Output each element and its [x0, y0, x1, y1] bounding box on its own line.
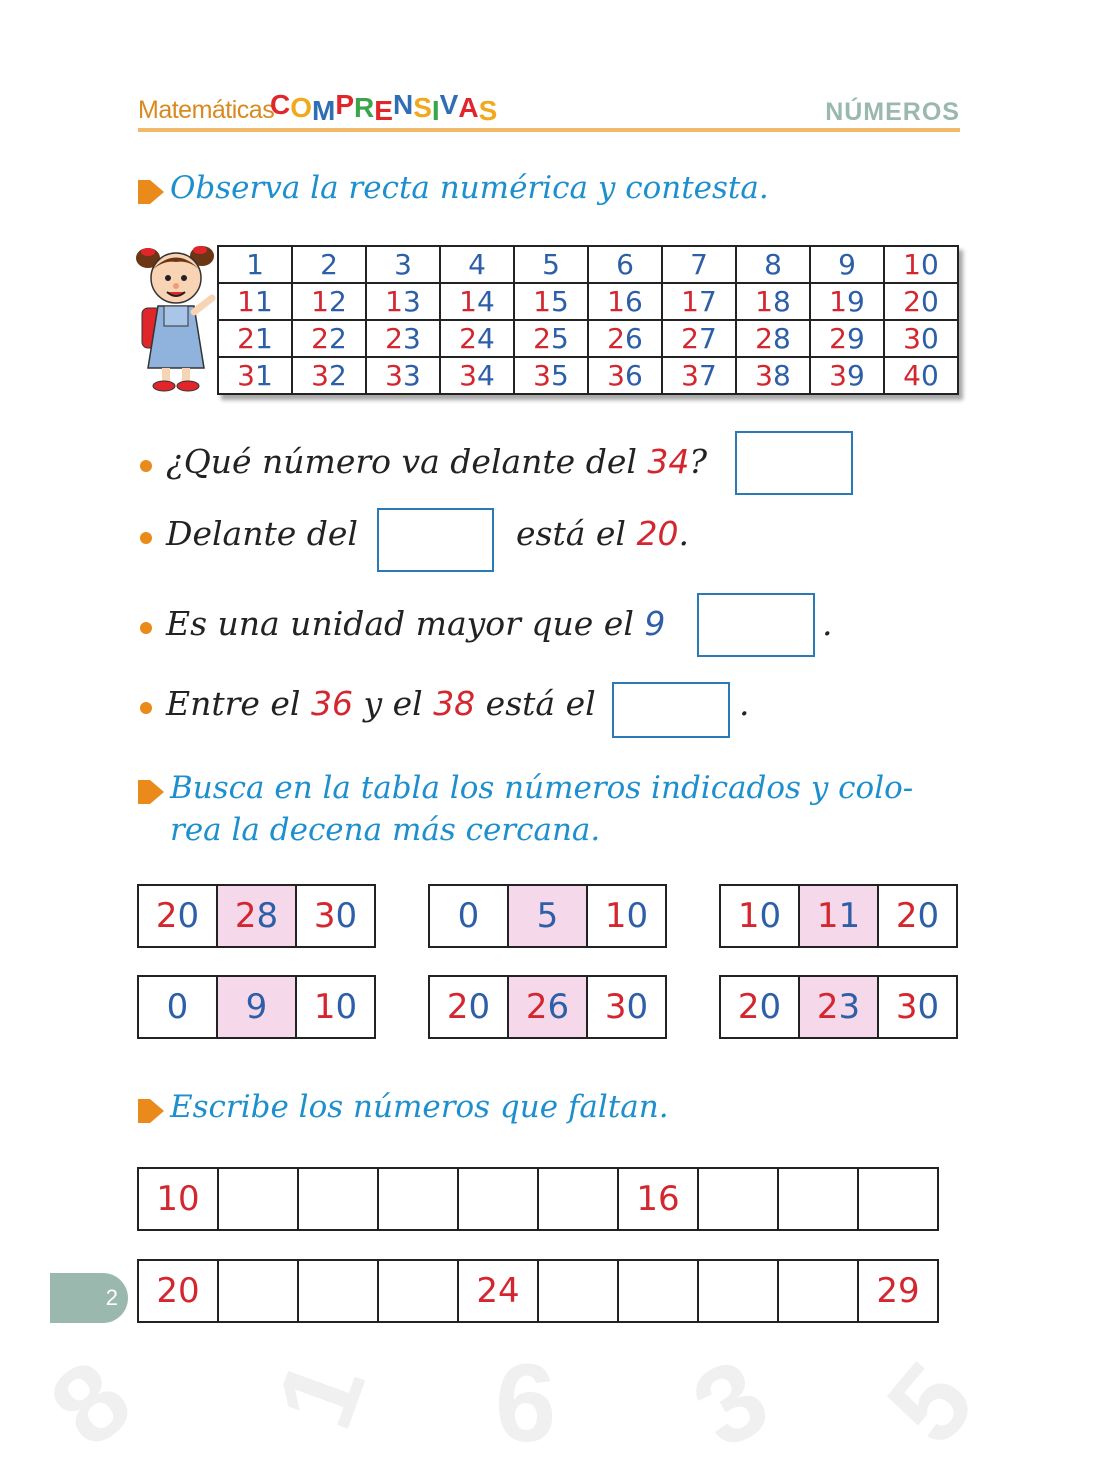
decorative-digit-3: 3 [673, 1334, 788, 1473]
brand-letter: R [354, 92, 375, 123]
grid-cell: 15 [514, 283, 588, 320]
decena-cell[interactable]: 30 [296, 885, 375, 947]
decena-row [429, 976, 666, 1038]
grid-cell: 38 [736, 357, 810, 394]
brand-letter: O [290, 92, 313, 123]
blank-number-cell[interactable] [698, 1260, 778, 1322]
grid-cell: 37 [662, 357, 736, 394]
grid-cell: 18 [736, 283, 810, 320]
blank-number-cell[interactable] [778, 1260, 858, 1322]
grid-cell: 12 [292, 283, 366, 320]
decorative-digit-8: 8 [27, 1336, 154, 1471]
given-number-cell: 24 [458, 1260, 538, 1322]
brand-logo [270, 89, 498, 126]
brand-letter: N [392, 89, 414, 120]
decorative-digit-5: 5 [863, 1340, 998, 1467]
decena-cell[interactable]: 30 [878, 976, 957, 1038]
target-number-cell: 26 [508, 976, 587, 1038]
grid-cell: 2 [292, 246, 366, 283]
grid-cell: 10 [884, 246, 958, 283]
grid-cell: 32 [292, 357, 366, 394]
given-number-cell: 16 [618, 1168, 698, 1230]
grid-cell: 7 [662, 246, 736, 283]
grid-cell: 36 [588, 357, 662, 394]
bullet-icon [140, 532, 152, 544]
page-number: 2 [50, 1273, 128, 1323]
grid-cell: 17 [662, 283, 736, 320]
grid-cell: 5 [514, 246, 588, 283]
brand-letter: M [312, 95, 336, 126]
grid-cell: 35 [514, 357, 588, 394]
instruction-3: Escribe los números que faltan. [170, 1089, 669, 1125]
grid-cell: 39 [810, 357, 884, 394]
grid-cell: 25 [514, 320, 588, 357]
grid-cell: 21 [218, 320, 292, 357]
brand-letter: E [374, 95, 393, 126]
brand-letter: S [413, 92, 432, 123]
target-number-cell: 5 [508, 885, 587, 947]
grid-cell: 24 [440, 320, 514, 357]
grid-cell: 20 [884, 283, 958, 320]
blank-number-cell[interactable] [298, 1260, 378, 1322]
grid-cell: 6 [588, 246, 662, 283]
instruction-2-line1: Busca en la tabla los números indicados y colo- [170, 770, 914, 806]
instruction-marker-icon [138, 180, 150, 204]
instruction-arrow-icon [150, 780, 164, 804]
grid-cell: 14 [440, 283, 514, 320]
grid-cell: 29 [810, 320, 884, 357]
grid-cell: 27 [662, 320, 736, 357]
decena-row [720, 885, 957, 947]
blank-number-cell[interactable] [298, 1168, 378, 1230]
decena-table-4 [137, 975, 376, 1039]
grid-row [218, 246, 958, 283]
blank-number-cell[interactable] [458, 1168, 538, 1230]
decena-cell[interactable]: 20 [138, 885, 217, 947]
instruction-marker-icon [138, 780, 150, 804]
answer-box-4[interactable] [612, 682, 730, 738]
bullet-icon [140, 702, 152, 714]
brand-letter: P [335, 89, 355, 120]
decena-table-3 [719, 884, 958, 948]
question-4-end: . [739, 684, 750, 723]
decena-table-1 [137, 884, 376, 948]
grid-cell: 28 [736, 320, 810, 357]
brand-letter: V [439, 89, 459, 120]
decena-row [138, 885, 375, 947]
section-title: NÚMEROS [825, 98, 960, 126]
instruction-arrow-icon [150, 180, 164, 204]
brand-letter: I [431, 95, 440, 126]
question-1: ¿Qué número va delante del 34? [166, 442, 708, 481]
grid-cell: 23 [366, 320, 440, 357]
sequence-row [138, 1168, 938, 1230]
decena-cell[interactable]: 20 [429, 976, 508, 1038]
series-title: Matemáticas [138, 96, 275, 124]
sequence-row [138, 1260, 938, 1322]
grid-row [218, 283, 958, 320]
header-divider [138, 128, 960, 132]
decena-cell[interactable]: 20 [720, 976, 799, 1038]
instruction-arrow-icon [150, 1099, 164, 1123]
answer-box-1[interactable] [735, 431, 853, 495]
decena-cell[interactable]: 10 [587, 885, 666, 947]
decena-row [138, 976, 375, 1038]
given-number-cell: 20 [138, 1260, 218, 1322]
decena-row [429, 885, 666, 947]
grid-row [218, 357, 958, 394]
grid-cell: 40 [884, 357, 958, 394]
question-2-end: está el 20. [516, 514, 689, 553]
grid-cell: 19 [810, 283, 884, 320]
decena-cell[interactable]: 30 [587, 976, 666, 1038]
decorative-digit-1: 1 [252, 1343, 389, 1444]
grid-cell: 9 [810, 246, 884, 283]
grid-cell: 11 [218, 283, 292, 320]
blank-number-cell[interactable] [858, 1168, 938, 1230]
instruction-2-line2: rea la decena más cercana. [170, 812, 601, 848]
grid-cell: 26 [588, 320, 662, 357]
answer-box-2[interactable] [377, 508, 494, 572]
target-number-cell: 28 [217, 885, 296, 947]
blank-number-cell[interactable] [218, 1260, 298, 1322]
grid-cell: 13 [366, 283, 440, 320]
grid-row [218, 320, 958, 357]
blank-number-cell[interactable] [538, 1168, 618, 1230]
decena-table-6 [719, 975, 958, 1039]
grid-cell: 3 [366, 246, 440, 283]
brand-letter: C [270, 89, 291, 120]
given-number-cell: 29 [858, 1260, 938, 1322]
question-2-start: Delante del [166, 514, 358, 553]
instruction-1: Observa la recta numérica y contesta. [170, 170, 769, 206]
decorative-digit-6: 6 [495, 1342, 557, 1465]
question-3: Es una unidad mayor que el 9 [166, 604, 666, 643]
grid-cell: 22 [292, 320, 366, 357]
missing-numbers-row-2 [137, 1259, 939, 1323]
decena-cell[interactable]: 10 [296, 976, 375, 1038]
bullet-icon [140, 622, 152, 634]
grid-cell: 8 [736, 246, 810, 283]
grid-cell: 1 [218, 246, 292, 283]
decena-row [720, 976, 957, 1038]
question-4: Entre el 36 y el 38 está el [166, 684, 596, 723]
brand-letter: A [458, 92, 479, 123]
girl-illustration [134, 240, 220, 395]
decena-cell[interactable]: 20 [878, 885, 957, 947]
grid-cell: 34 [440, 357, 514, 394]
instruction-marker-icon [138, 1099, 150, 1123]
grid-cell: 33 [366, 357, 440, 394]
brand-letter: S [478, 95, 498, 126]
given-number-cell: 10 [138, 1168, 218, 1230]
blank-number-cell[interactable] [618, 1260, 698, 1322]
missing-numbers-row-1 [137, 1167, 939, 1231]
question-3-end: . [822, 604, 833, 643]
blank-number-cell[interactable] [538, 1260, 618, 1322]
blank-number-cell[interactable] [218, 1168, 298, 1230]
bullet-icon [140, 460, 152, 472]
decena-cell[interactable]: 0 [429, 885, 508, 947]
decena-table-2 [428, 884, 667, 948]
grid-cell: 31 [218, 357, 292, 394]
decena-cell[interactable]: 10 [720, 885, 799, 947]
blank-number-cell[interactable] [378, 1260, 458, 1322]
blank-number-cell[interactable] [698, 1168, 778, 1230]
grid-cell: 4 [440, 246, 514, 283]
number-grid [217, 245, 959, 395]
decena-table-5 [428, 975, 667, 1039]
answer-box-3[interactable] [697, 593, 815, 657]
decena-cell[interactable]: 0 [138, 976, 217, 1038]
blank-number-cell[interactable] [778, 1168, 858, 1230]
grid-cell: 16 [588, 283, 662, 320]
target-number-cell: 23 [799, 976, 878, 1038]
blank-number-cell[interactable] [378, 1168, 458, 1230]
target-number-cell: 9 [217, 976, 296, 1038]
target-number-cell: 11 [799, 885, 878, 947]
grid-cell: 30 [884, 320, 958, 357]
